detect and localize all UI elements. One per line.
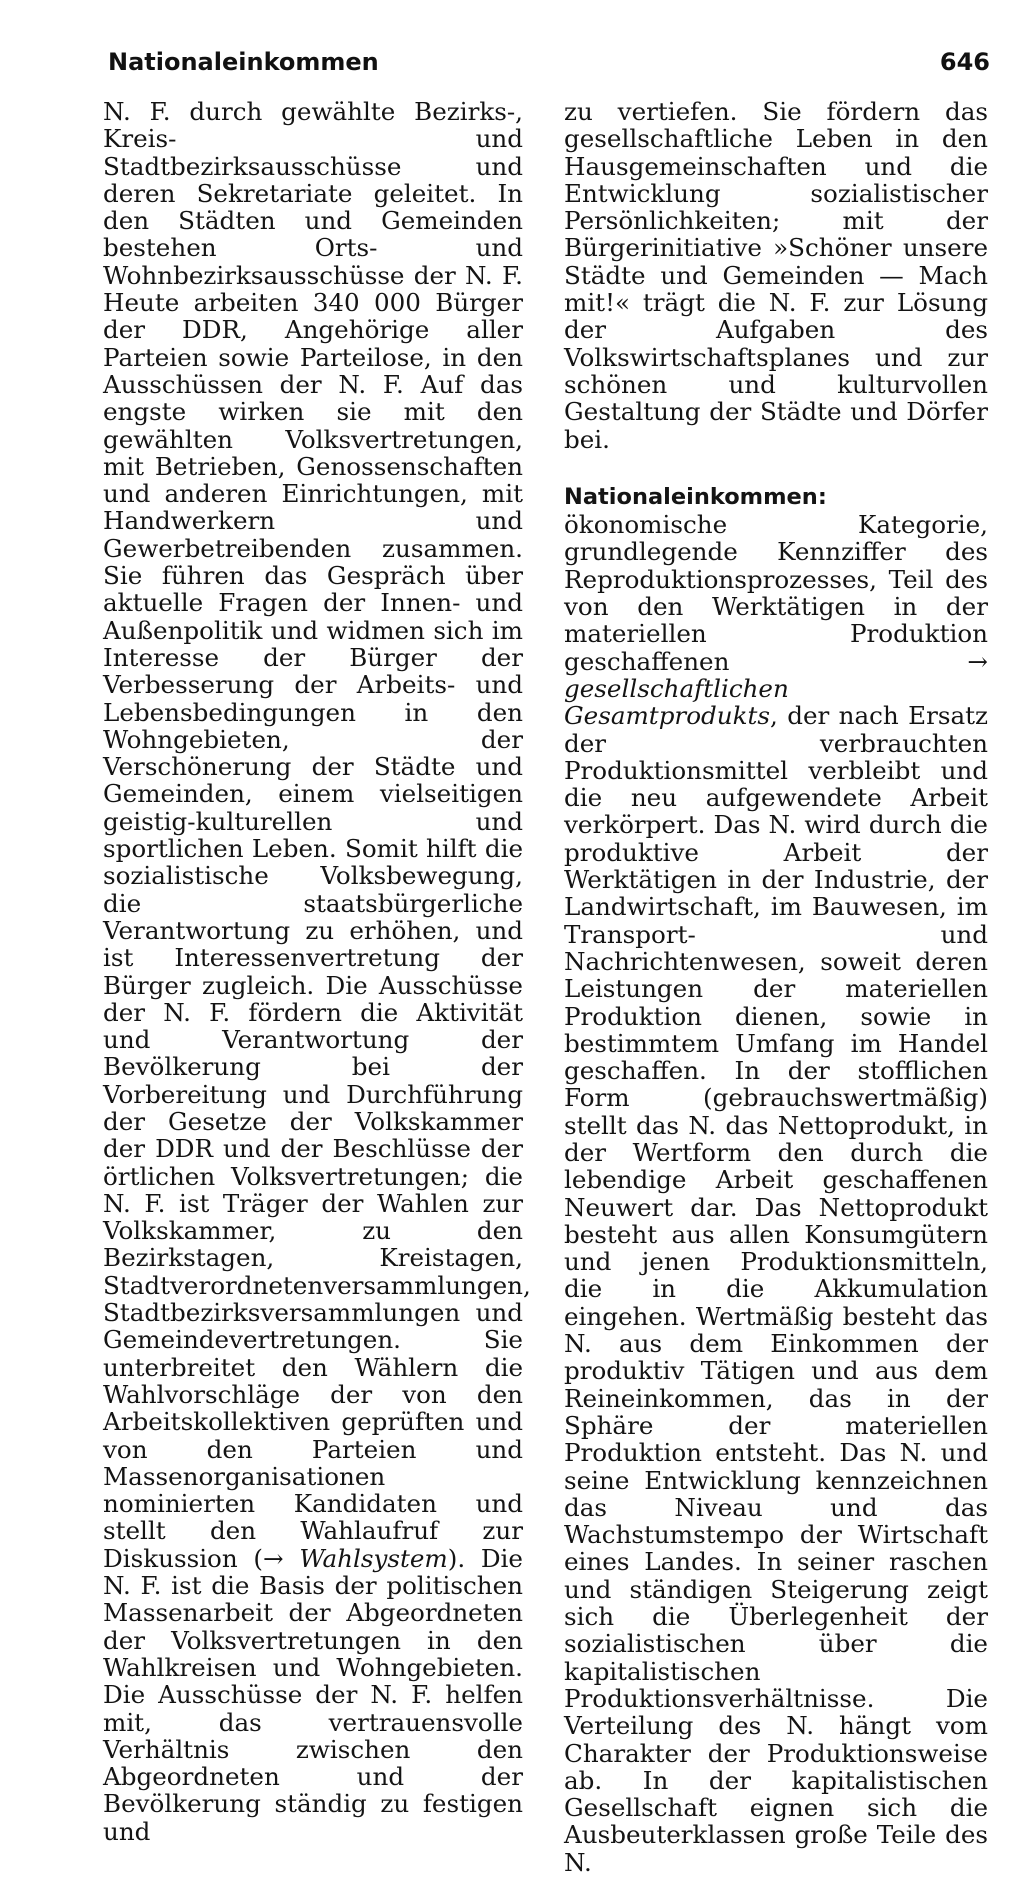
left-column-paragraph <box>103 97 531 1846</box>
entry-text: ökonomische Kategorie, grundlegende Kennziffer des Reproduktionsprozesses, Teil des von den Werktätigen in der materiellen Produktion geschaffenen <box>564 510 988 676</box>
right-column-paragraph: zu vertiefen. Sie fördern das gesellschaftliche Leben in den Hausgemeinschaften und die Entwicklung sozialistischer Persönlichkeiten; mit der Bürgerinitiative »Schöner unsere Städte und Gemeinden — Mach mit!« trägt die N. F. zur Lösung der Aufgaben des Volkswirtschaftsplanes und zur schönen und kulturvollen Gestaltung der Städte und Dörfer bei. <box>564 97 988 454</box>
paragraph-text: N. F. durch gewählte Bezirks-, Kreis- und Stadtbezirksausschüsse und deren Sekretariate geleitet. In den Städten und Gemeinden bestehen Orts- und Wohnbezirksausschüsse der N. F. Heute arbeiten 340 000 Bürger der DDR, Angehörige aller Parteien sowie Parteilose, in den Ausschüssen der N. F. Auf das engste wirken sie mit den gewählten Volksvertretungen, mit Betrieben, Genossenschaften und anderen Einrichtungen, mit Handwerkern und Gewerbetreibenden zusammen. Sie führen das Gespräch über aktuelle Fragen der Innen- und Außenpolitik und widmen sich im Interesse der Bürger der Verbesserung der Arbeits- und Lebensbedingungen in den Wohngebieten, der Verschönerung der Städte und Gemeinden, einem vielseitigen geistig-kulturellen und sportlichen Leben. Somit hilft die sozialistische Volksbewegung, die staatsbürgerliche Verantwortung zu erhöhen, und ist Interessenvertretung der Bürger zugleich. Die Ausschüsse der N. F. fördern die Aktivität und Verantwortung der Bevölkerung bei der Vorbereitung und Durchführung der Gesetze der Volkskammer der DDR und der Beschlüsse der örtlichen Volksvertretungen; die N. F. ist Träger der Wahlen zur Volkskammer, zu den Bezirkstagen, Kreistagen, Stadtverordnetenversammlungen, Stadtbezirksversammlungen und Gemeindevertretungen. Sie unterbreitet den Wählern die Wahlvorschläge der von den Arbeitskollektiven geprüften und von den Parteien und Massenorganisationen nominierten Kandidaten und stellt den Wahlaufruf zur Diskussion ( <box>103 97 531 1573</box>
entry-text: , der nach Ersatz der verbrauchten Produktionsmittel verbleibt und die neu aufgewendete Arbeit verkörpert. Das N. wird durch die produktive Arbeit der Werktätigen in der Industrie, der Landwirtschaft, im Bauwesen, im Transport- und Nachrichtenwesen, soweit deren Leistungen der materiellen Produktion dienen, sowie in bestimmtem Umfang im Handel geschaffen. In der stofflichen Form (gebrauchswertmäßig) stellt das N. das Nettoprodukt, in der Wertform den durch die lebendige Arbeit geschaffenen Neuwert dar. Das Nettoprodukt besteht aus allen Konsumgütern und jenen Produktionsmitteln, die in die Akkumulation eingehen. Wertmäßig besteht das N. aus dem Einkommen der produktiv Tätigen und aus dem Reineinkommen, das in der Sphäre der materiellen Produktion entsteht. Das N. und seine Entwicklung kennzeichnen das Niveau und das Wachstumstempo der Wirtschaft eines Landes. In seiner raschen und ständigen Steigerung zeigt sich die Überlegenheit der sozialistischen über die kapitalistischen Produktionsverhältnisse. Die Verteilung des N. hängt vom Charakter der Produktionsweise ab. In der kapitalistischen Gesellschaft eignen sich die Ausbeuterklassen große Teile des N. <box>564 701 988 1877</box>
right-column <box>564 98 988 1876</box>
running-head <box>108 44 990 80</box>
cross-reference-arrow-icon: → <box>263 1543 284 1573</box>
left-column <box>103 97 531 1846</box>
dictionary-entry <box>564 482 988 1876</box>
paragraph-text: ). Die N. F. ist die Basis der politischen Massenarbeit der Abgeordneten der Volksvertretungen in den Wahlkreisen und Wohngebieten. Die Ausschüsse der N. F. helfen mit, das vertrauensvolle Verhältnis zwischen den Abgeordneten und der Bevölkerung ständig zu festigen und <box>103 1543 523 1846</box>
entry-divider-space <box>564 453 988 482</box>
running-head-title: Nationaleinkommen <box>108 48 379 76</box>
cross-reference-wahlsystem: Wahlsystem <box>299 1543 448 1573</box>
page-number: 646 <box>939 48 990 76</box>
cross-reference-arrow-icon: → <box>967 646 988 676</box>
cross-reference-gesamtprodukt: gesellschaftlichen Gesamtprodukts <box>564 673 789 731</box>
entry-headword: Nationaleinkommen: <box>564 483 827 510</box>
